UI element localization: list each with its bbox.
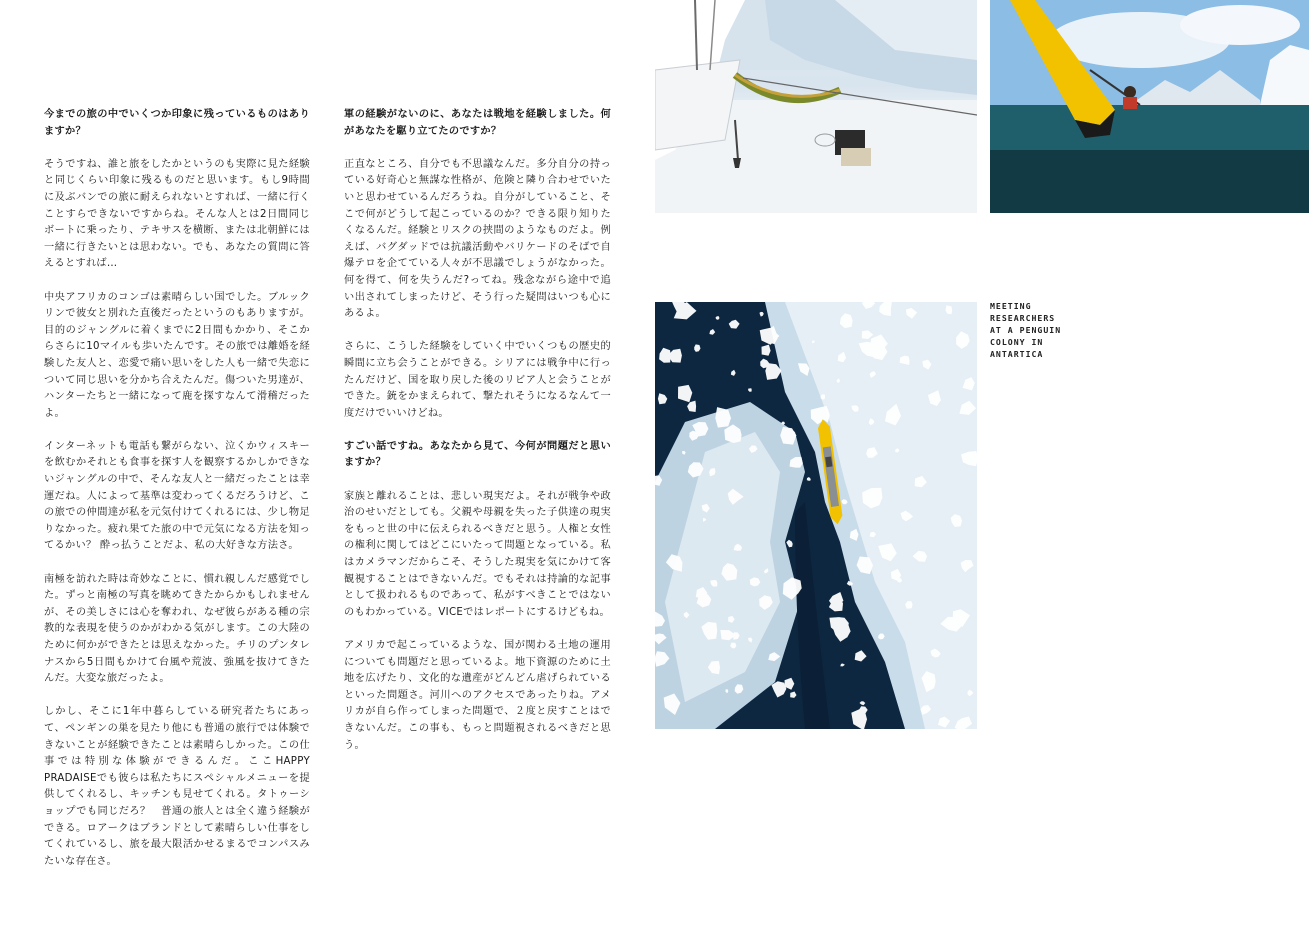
photo-sailboat-in-snow [655, 0, 977, 213]
caption-line: RESEARCHERS [990, 313, 1056, 323]
caption-line: COLONY IN [990, 337, 1044, 347]
interview-answer: しかし、そこに1年中暮らしている研究者たちにあって、ペンギンの巣を見たり他にも普通の旅行では体験できないことが経験できたことは素晴らしかった。この仕事では特別な体験ができるんだ。ここHAPPY PRADAISEでも彼らは私たちにスペシャルメニューを提供してくれるし、キッチンも見せてくれる。タトゥーショップでも同じだろ？ 普通の旅人とは全く違う経験ができる。ロアークはブランドとして素晴らしい仕事をしてくれているし、旅を最大限活かせるまるでコンパスみたいな存在さ。 [44, 706, 310, 867]
interview-answer: さらに、こうした経験をしていく中でいくつもの歴史的瞬間に立ち会うことができる。シリアには戦争中に行ったんだけど、国を取り戻した後のリビア人と会うことができた。銃をかまえられて、撃たれそうになるなんて一度だけでいいけどね。 [344, 341, 611, 419]
article-column-1 [44, 107, 310, 887]
interview-answer: そうですね、誰と旅をしたかというのも実際に見た経験と同じくらい印象に残るものだと思います。もし9時間に及ぶバンでの旅に耐えられないとすれば、一緒に行くことすらできないですからね。そんな人とは2日間同じボートに乗ったり、テキサスを横断、または北朝鮮には一緒に行きたいとは思わない。でも、あなたの質問に答えるとすれば… [44, 158, 310, 270]
interview-answer: 南極を訪れた時は奇妙なことに、慣れ親しんだ感覚でした。ずっと南極の写真を眺めてきたからかもしれませんが、その美しさには心を奪われ、なぜ彼らがある種の宗教的な表現を使うのかがわかる気がします。この大陸のために何かができたとは思えなかった。チリのプンタレナスから5日間もかけて台風や荒波、強風を抜けてきたんだ。大変な旅だったよ。 [44, 573, 310, 685]
caption-line: ANTARTICA [990, 349, 1044, 359]
interview-question: すごい話ですね。あなたから見て、今何が問題だと思いますか？ [344, 440, 611, 469]
interview-answer: 正直なところ、自分でも不思議なんだ。多分自分の持っている好奇心と無謀な性格が、危険と隣り合わせでいたいと思わせているんだろうね。自分がしていること、そこで何がどうして起こっているのか？できる限り知りたくなるんだ。経験とリスクの挟間のようなものだよ。例えば、バグダッドでは抗議活動やバリケードのそばで自爆テロを企てている人々が不思議でしょうがなかった。何を得て、何を失うんだ?ってね。残念ながら途中で追い出されてしまったけど、そう行った疑問はいつも心にあるよ。 [344, 158, 611, 320]
interview-answer: 中央アフリカのコンゴは素晴らしい国でした。ブルックリンで彼女と別れた直後だったというのもありますが。目的のジャングルに着くまでに2日間もかかり、そこからさらに10マイルも歩いたんです。その旅では離婚を経験した友人と、恋愛で痛い思いをした人も一緒で失恋について同じ思いを分かち合えたんだ。傷ついた男達が、ハンターたちと一緒になって鹿を探すなんて滑稽だったよ。 [44, 291, 310, 419]
interview-answer: 家族と離れることは、悲しい現実だよ。それが戦争や政治のせいだとしても。父親や母親を失った子供達の現実をもっと世の中に伝えられるべきだと思う。人権と女性の権利に関してはどこにいたって問題となっている。私はカメラマンだからこそ、そうした現実を気にかけて客観視することはできないんだ。でもそれは持論的な記事として扱われるものであって、私がすべきことではないのもわかっている。VICEではレポートにするけどもね。 [344, 490, 611, 618]
interview-question: 軍の経験がないのに、あなたは戦地を経験しました。何があなたを駆り立てたのですか？ [344, 109, 611, 137]
photo-caption [990, 300, 1080, 360]
article-column-2 [344, 107, 611, 771]
photo-ship-in-sea-ice [655, 302, 977, 729]
caption-line: MEETING [990, 301, 1032, 311]
interview-answer: アメリカで起こっているような、国が関わる土地の運用についても問題だと思っているよ。地下資源のために土地を広げたり、文化的な遺産がどんどん虐げられているといった問題さ。河川へのアクセスであったりね。アメリカが自ら作ってしまった問題で、２度と戻すことはできないんだ。この事も、もっと問題視されるべきだと思う。 [344, 640, 611, 751]
photo-kayak-underwater [990, 0, 1309, 213]
caption-line: AT A PENGUIN [990, 325, 1062, 335]
interview-answer: インターネットも電話も繋がらない、泣くかウィスキーを飲むかそれとも食事を探す人を観察するかしかできないジャングルの中で、そんな友人と一緒だったことは幸運だね。人によって基準は変わってくるだろうけど、この旅での仲間達が私を元気付けてくれるには、少し物足りなかった。疲れ果てた旅の中で元気になる方法を知ってるかい？ 酔っ払うことだよ、私の大好きな方法さ。 [44, 440, 310, 552]
interview-question: 今までの旅の中でいくつか印象に残っているものはありますか？ [44, 109, 310, 137]
